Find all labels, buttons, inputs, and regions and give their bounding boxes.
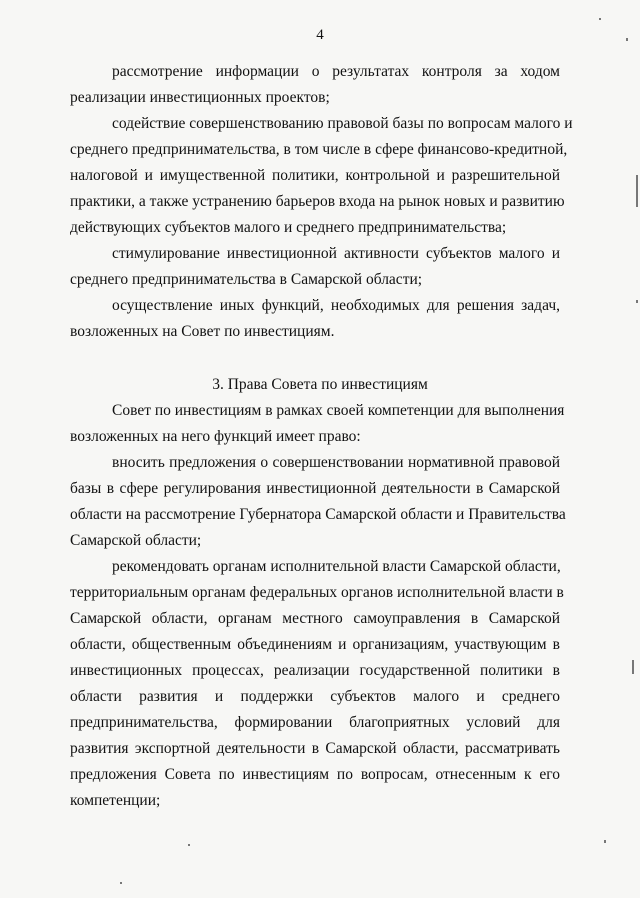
text-line: инвестиционных процессах, реализации государственной политики в: [70, 662, 560, 679]
text-line: предпринимательства, формировании благоприятных условий для: [70, 714, 560, 731]
scan-speck: [626, 38, 628, 41]
text-line: рекомендовать органам исполнительной власти Самарской области,: [112, 558, 561, 575]
text-line: реализации инвестиционных проектов;: [70, 89, 330, 106]
scan-speck: [636, 175, 638, 207]
text-line: рассмотрение информации о результатах контроля за ходом: [112, 63, 560, 80]
scan-speck: [604, 840, 606, 843]
text-line: возложенных на Совет по инвестициям.: [70, 323, 335, 340]
text-line: области развития и поддержки субъектов малого и среднего: [70, 688, 560, 705]
scan-speck: [188, 844, 190, 846]
text-line: налоговой и имущественной политики, контрольной и разрешительной: [70, 167, 560, 184]
text-line: Совет по инвестициям в рамках своей компетенции для выполнения: [112, 402, 565, 419]
text-line: базы в сфере регулирования инвестиционной деятельности в Самарской: [70, 480, 560, 497]
scan-speck: [120, 882, 122, 884]
text-line: территориальным органам федеральных органов исполнительной власти в: [70, 584, 564, 601]
text-line: Самарской области;: [70, 532, 202, 549]
text-line: области на рассмотрение Губернатора Самарской области и Правительства: [70, 506, 566, 523]
text-line: действующих субъектов малого и среднего предпринимательства;: [70, 219, 507, 236]
section-heading: 3. Права Совета по инвестициям: [212, 376, 428, 393]
text-line: содействие совершенствованию правовой базы по вопросам малого и: [112, 115, 573, 132]
text-line: вносить предложения о совершенствовании нормативной правовой: [112, 454, 560, 471]
text-line: осуществление иных функций, необходимых для решения задач,: [112, 297, 560, 314]
text-line: стимулирование инвестиционной активности субъектов малого и: [112, 245, 560, 262]
text-line: области, общественным объединениям и организациям, участвующим в: [70, 636, 560, 653]
text-line: возложенных на него функций имеет право:: [70, 428, 361, 445]
text-line: компетенции;: [70, 792, 161, 809]
scan-speck: [636, 300, 638, 303]
page-number: 4: [316, 27, 324, 43]
text-line: развития экспортной деятельности в Самарской области, рассматривать: [70, 740, 560, 757]
text-line: Самарской области, органам местного самоуправления в Самарской: [70, 610, 560, 627]
scan-speck: [632, 660, 634, 674]
scan-speck: [599, 18, 601, 20]
text-line: среднего предпринимательства, в том числе в сфере финансово-кредитной,: [70, 141, 568, 158]
text-line: практики, а также устранению барьеров входа на рынок новых и развитию: [70, 193, 565, 210]
text-line: предложения Совета по инвестициям по вопросам, отнесенным к его: [70, 766, 560, 783]
text-line: среднего предпринимательства в Самарской области;: [70, 271, 423, 288]
